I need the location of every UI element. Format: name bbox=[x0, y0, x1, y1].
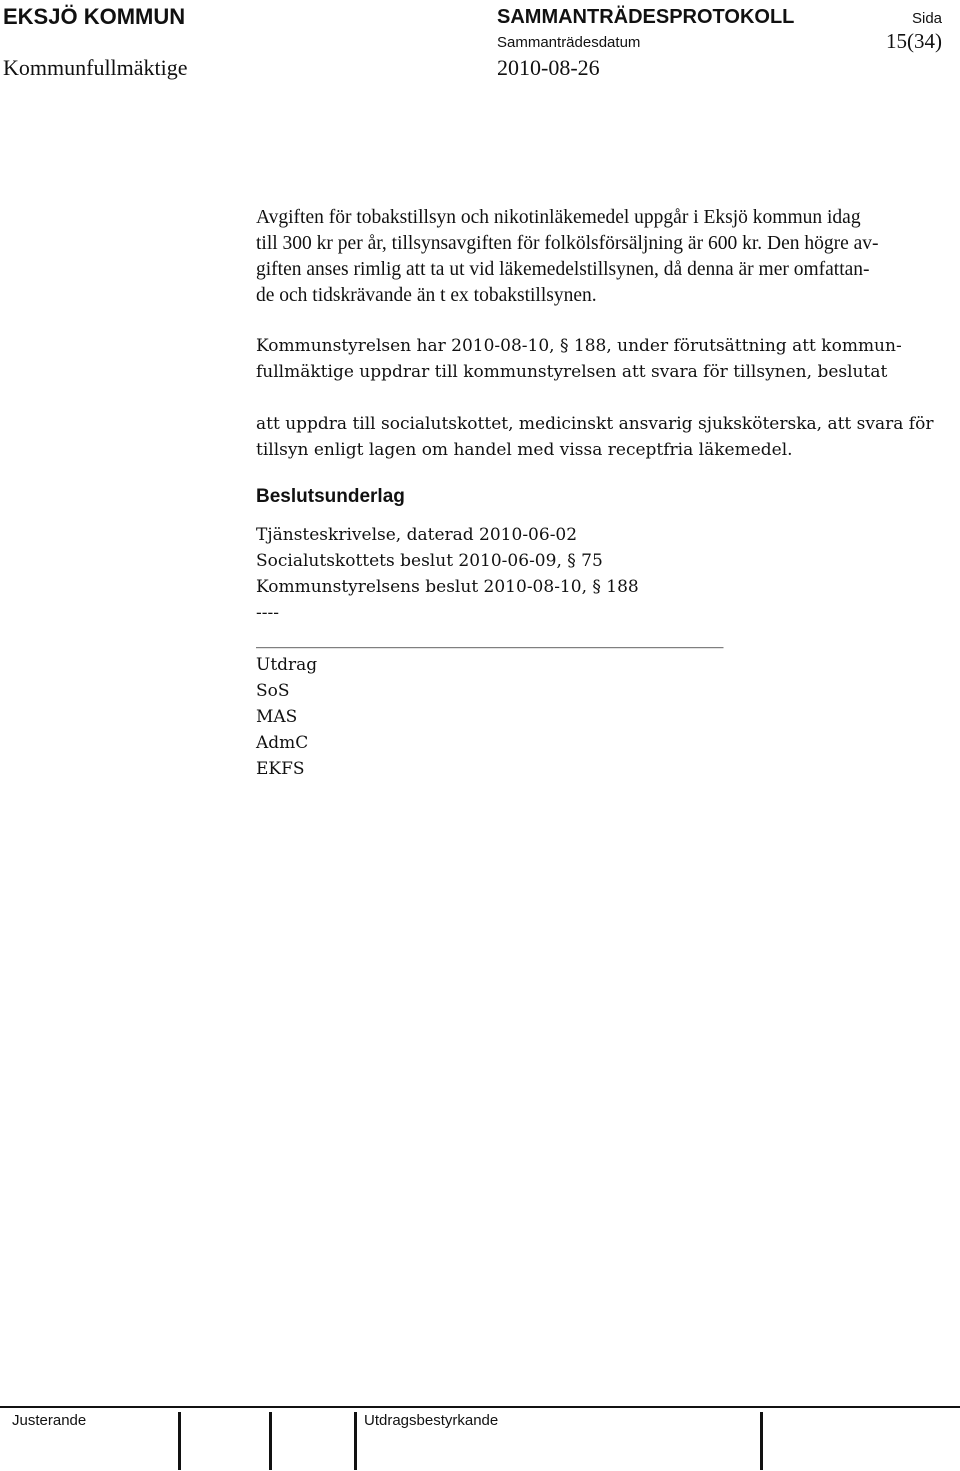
paragraph-assignment bbox=[256, 411, 933, 463]
decision-basis-list bbox=[256, 522, 724, 782]
separator-line: _______________________________________________________ bbox=[256, 629, 724, 649]
footer-label-utdragsbestyrkande: Utdragsbestyrkande bbox=[364, 1412, 499, 1429]
paragraph-line: fullmäktige uppdrar till kommunstyrelsen att svara för tillsynen, beslutat bbox=[256, 362, 888, 382]
protocol-title: SAMMANTRÄDESPROTOKOLL bbox=[497, 6, 795, 28]
footer-rule bbox=[0, 1406, 960, 1408]
page-number: 15(34) bbox=[886, 29, 942, 53]
distribution-item: MAS bbox=[256, 707, 298, 727]
decision-basis-item: Socialutskottets beslut 2010-06-09, § 75 bbox=[256, 551, 603, 571]
paragraph-line: till 300 kr per år, tillsynsavgiften för folkölsförsäljning är 600 kr. Den högre av- bbox=[256, 233, 879, 254]
paragraph-fees bbox=[256, 205, 879, 309]
paragraph-line: giften anses rimlig att ta ut vid läkemedelstillsynen, då denna är mer omfattan- bbox=[256, 259, 870, 280]
decision-basis-item: Kommunstyrelsens beslut 2010-08-10, § 188 bbox=[256, 577, 639, 597]
distribution-item: SoS bbox=[256, 681, 290, 701]
meeting-date: 2010-08-26 bbox=[497, 55, 600, 80]
signature-box-divider bbox=[760, 1412, 763, 1470]
paragraph-line: tillsyn enligt lagen om handel med vissa receptfria läkemedel. bbox=[256, 440, 793, 460]
decision-basis-item: Tjänsteskrivelse, daterad 2010-06-02 bbox=[256, 525, 578, 545]
distribution-item: EKFS bbox=[256, 759, 305, 779]
paragraph-line: Avgiften för tobakstillsyn och nikotinläkemedel uppgår i Eksjö kommun idag bbox=[256, 207, 861, 228]
footer-label-justerande: Justerande bbox=[12, 1412, 87, 1429]
signature-box-divider bbox=[269, 1412, 272, 1470]
paragraph-board-decision bbox=[256, 333, 902, 385]
dash-marker: ---- bbox=[256, 603, 279, 623]
distribution-item: Utdrag bbox=[256, 655, 318, 675]
distribution-item: AdmC bbox=[256, 733, 309, 753]
decision-basis-heading: Beslutsunderlag bbox=[256, 486, 405, 507]
paragraph-line: de och tidskrävande än t ex tobakstillsynen. bbox=[256, 285, 597, 306]
meeting-date-label: Sammanträdesdatum bbox=[497, 34, 641, 51]
page-label: Sida bbox=[912, 10, 943, 27]
body-name: Kommunfullmäktige bbox=[3, 55, 188, 80]
paragraph-line: att uppdra till socialutskottet, medicinskt ansvarig sjuksköterska, att svara för bbox=[256, 414, 934, 434]
organization-name: EKSJÖ KOMMUN bbox=[3, 4, 186, 29]
signature-box-divider bbox=[178, 1412, 181, 1470]
paragraph-line: Kommunstyrelsen har 2010-08-10, § 188, under förutsättning att kommun- bbox=[256, 336, 902, 356]
signature-box-divider bbox=[354, 1412, 357, 1470]
